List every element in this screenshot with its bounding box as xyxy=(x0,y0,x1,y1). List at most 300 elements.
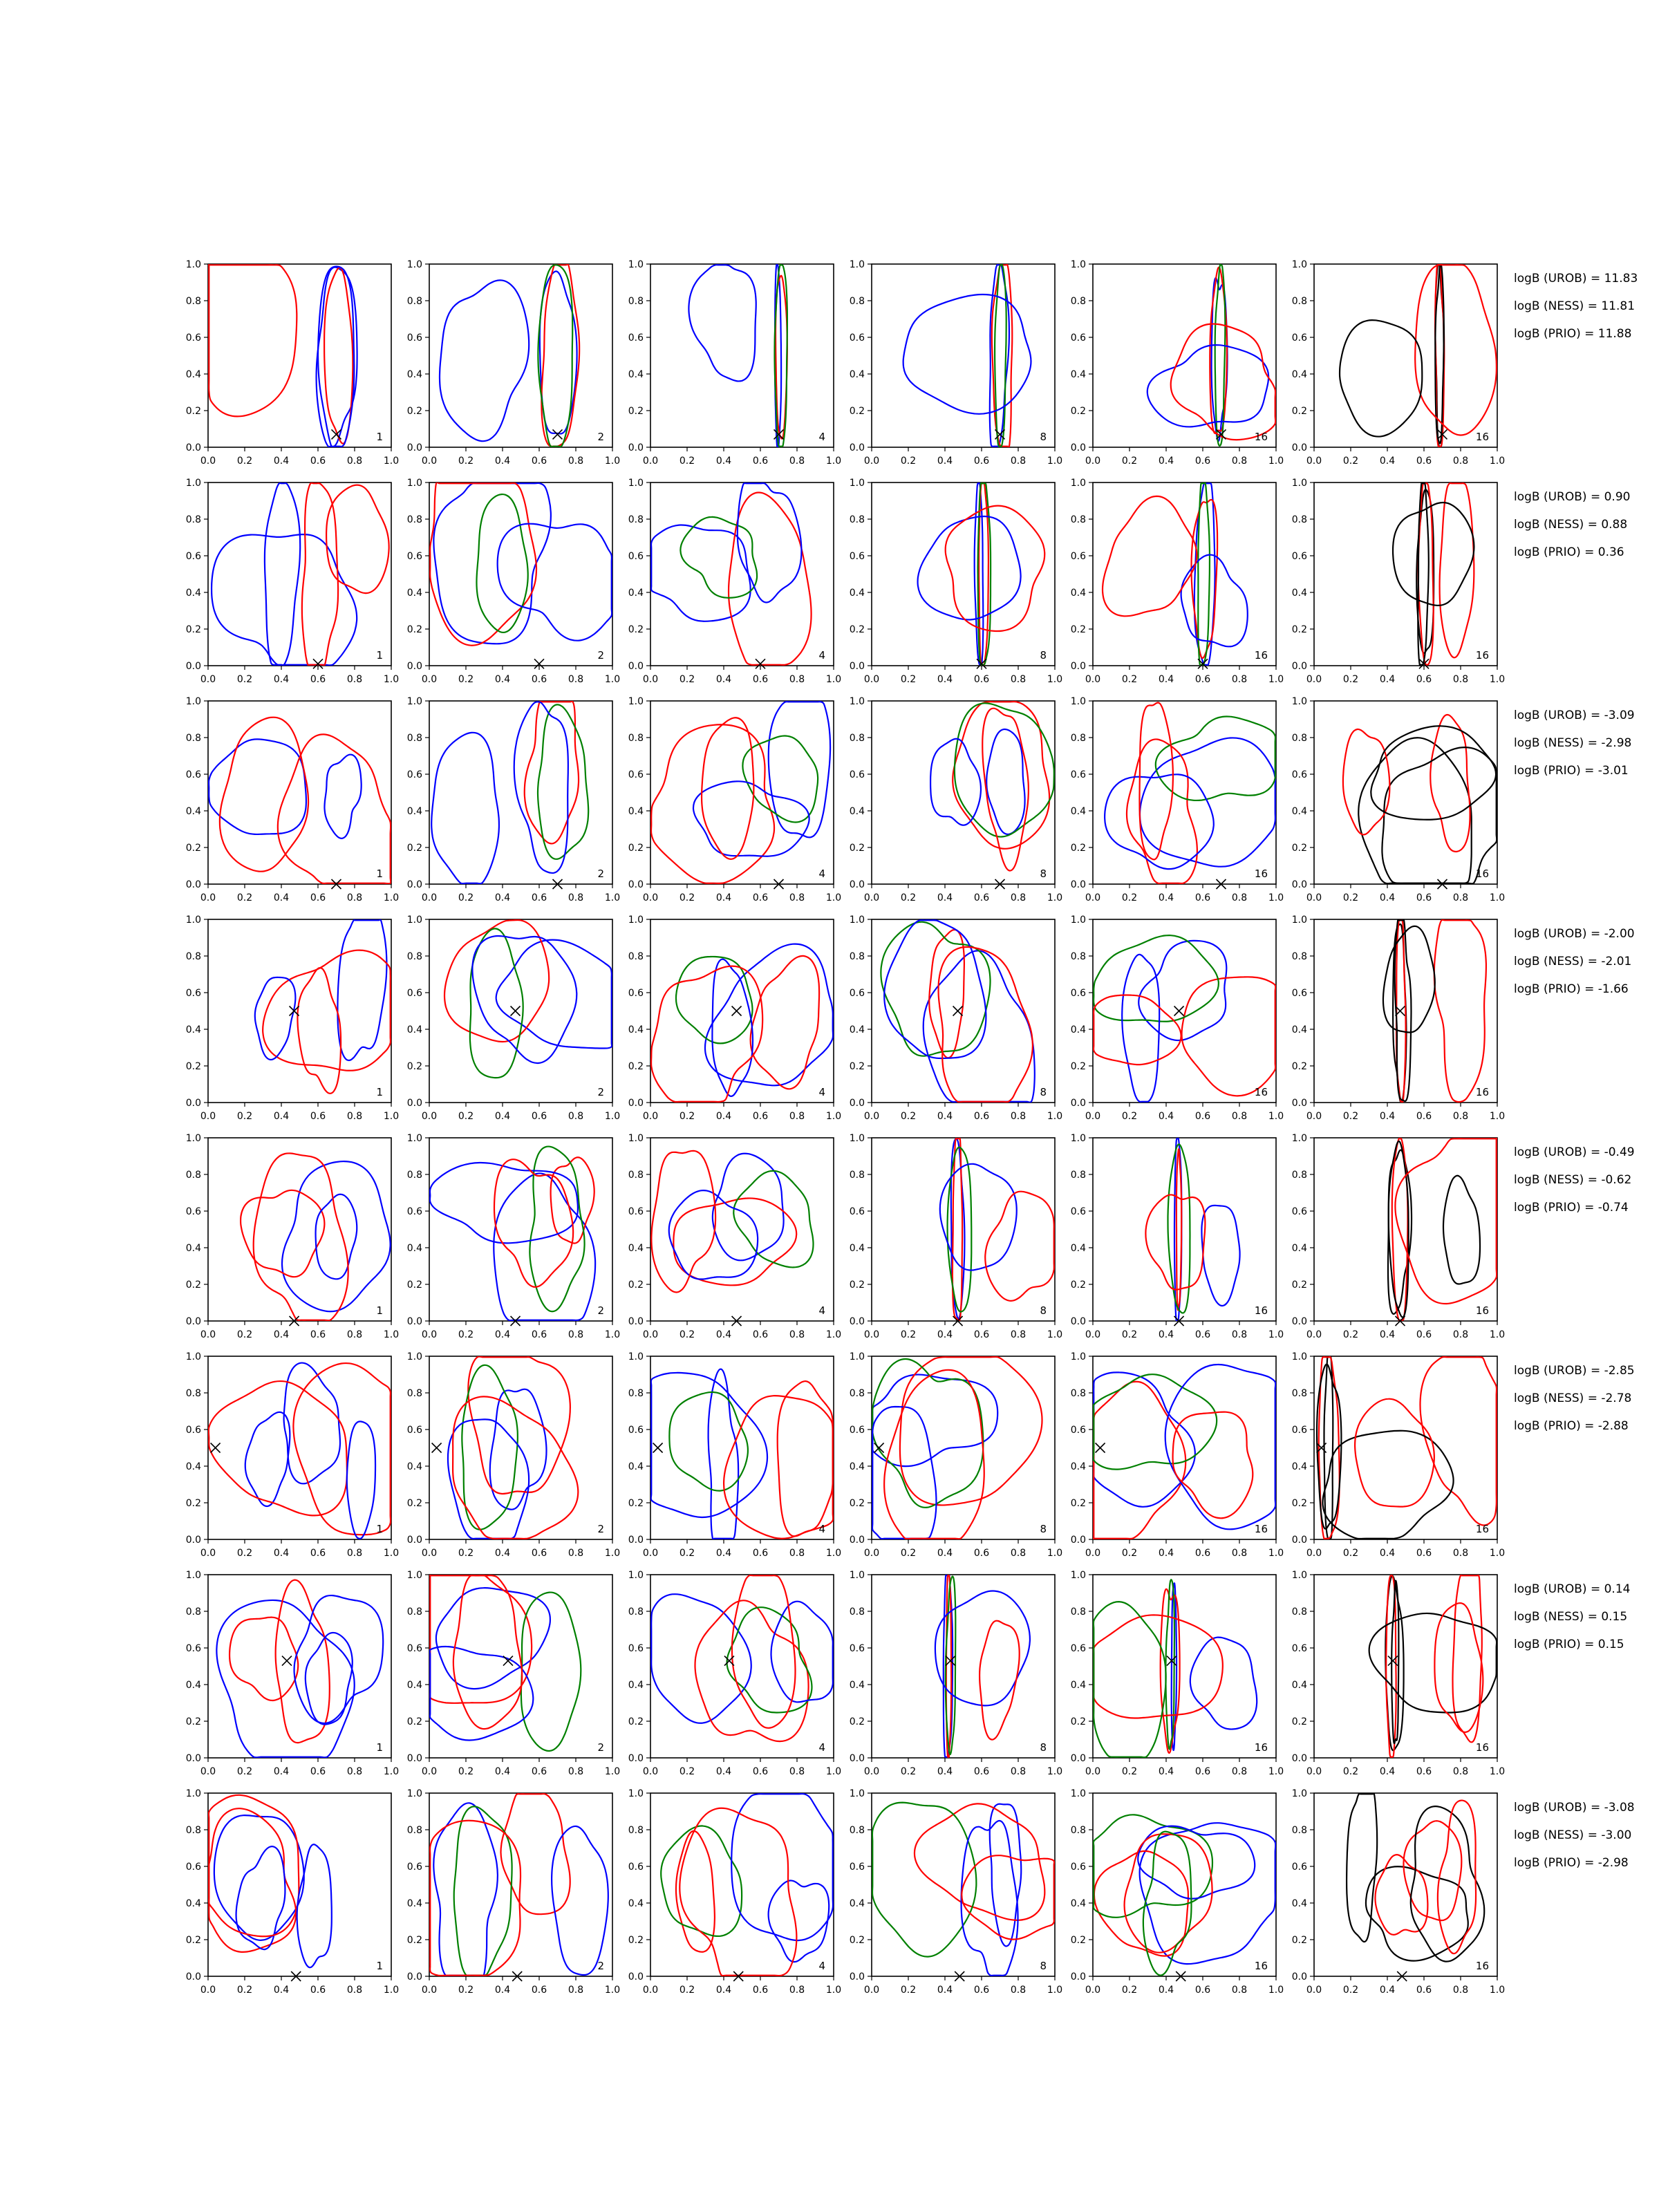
x-tick-label: 0.4 xyxy=(1158,892,1174,903)
panel-number: 8 xyxy=(1040,868,1047,880)
y-tick-label: 1.0 xyxy=(849,478,865,489)
y-tick-label: 0.6 xyxy=(1291,332,1307,344)
x-tick-label: 0.0 xyxy=(200,456,216,467)
x-tick-label: 0.0 xyxy=(642,1766,659,1777)
x-tick-label: 0.6 xyxy=(752,1111,769,1122)
x-tick-label: 0.2 xyxy=(1121,1329,1138,1340)
logb-prio: logB (PRIO) = 0.15 xyxy=(1514,1638,1624,1651)
panel-r3-c1 xyxy=(186,696,399,903)
x-tick-label: 0.2 xyxy=(900,1985,917,1996)
x-tick-label: 0.6 xyxy=(531,1111,547,1122)
y-tick-label: 0.6 xyxy=(406,1862,422,1873)
y-tick-label: 0.4 xyxy=(185,1461,201,1472)
logb-urob: logB (UROB) = -2.85 xyxy=(1514,1364,1635,1378)
y-tick-label: 1.0 xyxy=(1291,1788,1307,1799)
panel-number: 1 xyxy=(376,431,383,443)
panel-r1-c5 xyxy=(1071,259,1284,467)
y-tick-label: 0.8 xyxy=(628,1170,644,1181)
logb-urob: logB (UROB) = 0.14 xyxy=(1514,1582,1631,1596)
y-tick-label: 0.8 xyxy=(185,1170,201,1181)
x-tick-label: 0.0 xyxy=(1085,456,1101,467)
x-tick-label: 0.0 xyxy=(1306,456,1322,467)
x-tick-label: 1.0 xyxy=(825,1766,842,1777)
panel-frame xyxy=(872,482,1055,666)
panel-number: 16 xyxy=(1254,1086,1268,1098)
y-tick-label: 0.6 xyxy=(185,988,201,999)
logb-urob: logB (UROB) = -2.00 xyxy=(1514,927,1635,941)
y-tick-label: 1.0 xyxy=(406,1133,422,1144)
x-tick-label: 0.8 xyxy=(789,1985,805,1996)
y-tick-label: 0.0 xyxy=(185,1316,201,1327)
panel-frame xyxy=(429,264,612,447)
panel-number: 4 xyxy=(818,431,825,443)
x-tick-label: 0.2 xyxy=(458,1111,474,1122)
panel-r3-c2 xyxy=(407,696,620,903)
x-tick-label: 0.0 xyxy=(421,1548,438,1559)
y-tick-label: 0.4 xyxy=(1070,369,1086,380)
y-tick-label: 0.0 xyxy=(406,1098,422,1109)
x-tick-label: 0.6 xyxy=(752,456,769,467)
x-tick-label: 0.6 xyxy=(1194,1766,1211,1777)
y-tick-label: 0.8 xyxy=(406,951,422,962)
x-tick-label: 0.6 xyxy=(310,1548,326,1559)
panel-frame xyxy=(208,1356,391,1539)
y-tick-label: 1.0 xyxy=(406,1570,422,1581)
x-tick-label: 1.0 xyxy=(1047,456,1063,467)
y-tick-label: 0.6 xyxy=(1070,988,1086,999)
x-tick-label: 0.6 xyxy=(531,892,547,903)
x-tick-label: 0.4 xyxy=(1379,1766,1396,1777)
x-tick-label: 0.0 xyxy=(642,674,659,685)
panel-r3-c4 xyxy=(850,696,1062,903)
logb-ness: logB (NESS) = 0.15 xyxy=(1514,1610,1628,1624)
x-tick-label: 0.0 xyxy=(1085,1985,1101,1996)
x-tick-label: 0.6 xyxy=(1194,1111,1211,1122)
x-tick-label: 0.4 xyxy=(273,1985,290,1996)
panel-number: 8 xyxy=(1040,431,1047,443)
y-tick-label: 0.2 xyxy=(1070,1498,1086,1509)
y-tick-label: 0.6 xyxy=(628,332,644,344)
x-tick-label: 0.2 xyxy=(458,1766,474,1777)
x-tick-label: 0.0 xyxy=(642,892,659,903)
x-tick-label: 0.4 xyxy=(494,456,511,467)
panel-frame xyxy=(872,1575,1055,1758)
y-tick-label: 0.8 xyxy=(406,1388,422,1399)
x-tick-label: 0.6 xyxy=(1416,674,1432,685)
y-tick-label: 0.6 xyxy=(849,551,865,562)
y-tick-label: 0.8 xyxy=(628,951,644,962)
panel-r8-c3 xyxy=(628,1788,841,1996)
x-tick-label: 0.0 xyxy=(863,1766,880,1777)
y-tick-label: 0.8 xyxy=(1070,733,1086,744)
x-tick-label: 0.0 xyxy=(421,456,438,467)
y-tick-label: 0.2 xyxy=(1291,1280,1307,1291)
x-tick-label: 1.0 xyxy=(604,674,621,685)
x-tick-label: 0.4 xyxy=(937,1985,953,1996)
logb-annotation-row-7 xyxy=(1514,1582,1630,1651)
x-tick-label: 0.8 xyxy=(1010,1766,1027,1777)
panel-r1-c1 xyxy=(186,259,399,467)
y-tick-label: 0.6 xyxy=(849,332,865,344)
y-tick-label: 0.8 xyxy=(1291,1825,1307,1836)
x-tick-label: 0.0 xyxy=(200,1548,216,1559)
y-tick-label: 0.6 xyxy=(849,1643,865,1654)
y-tick-label: 0.4 xyxy=(406,1898,422,1909)
y-tick-label: 1.0 xyxy=(1070,1788,1086,1799)
y-tick-label: 0.0 xyxy=(1070,1098,1086,1109)
y-tick-label: 1.0 xyxy=(185,1133,201,1144)
x-tick-label: 0.6 xyxy=(1416,892,1432,903)
y-tick-label: 0.0 xyxy=(1070,1753,1086,1764)
logb-ness: logB (NESS) = -2.78 xyxy=(1514,1391,1632,1405)
y-tick-label: 0.8 xyxy=(1291,296,1307,307)
y-tick-label: 1.0 xyxy=(849,915,865,926)
x-tick-label: 0.2 xyxy=(679,1548,695,1559)
y-tick-label: 0.4 xyxy=(849,588,865,599)
panel-frame xyxy=(1314,482,1497,666)
logb-urob: logB (UROB) = -3.08 xyxy=(1514,1801,1635,1815)
x-tick-label: 0.6 xyxy=(973,1985,990,1996)
y-tick-label: 0.2 xyxy=(628,843,644,854)
x-tick-label: 0.4 xyxy=(273,1766,290,1777)
y-tick-label: 0.0 xyxy=(1070,1535,1086,1546)
x-tick-label: 0.4 xyxy=(494,892,511,903)
y-tick-label: 0.4 xyxy=(1070,1680,1086,1691)
panel-r3-c6 xyxy=(1292,696,1505,903)
y-tick-label: 0.0 xyxy=(1291,1316,1307,1327)
y-tick-label: 1.0 xyxy=(849,259,865,270)
x-tick-label: 0.0 xyxy=(863,1111,880,1122)
panel-r7-c5 xyxy=(1071,1570,1284,1777)
panel-r2-c3 xyxy=(628,478,841,685)
panel-frame xyxy=(208,701,391,884)
x-tick-label: 0.8 xyxy=(346,1985,363,1996)
y-tick-label: 0.4 xyxy=(849,806,865,817)
x-tick-label: 0.4 xyxy=(1158,1111,1174,1122)
y-tick-label: 0.6 xyxy=(185,332,201,344)
logb-urob: logB (UROB) = -3.09 xyxy=(1514,709,1635,722)
y-tick-label: 1.0 xyxy=(628,1788,644,1799)
x-tick-label: 0.4 xyxy=(715,1548,732,1559)
y-tick-label: 0.8 xyxy=(628,1606,644,1618)
x-tick-label: 0.2 xyxy=(1121,1766,1138,1777)
y-tick-label: 1.0 xyxy=(185,259,201,270)
y-tick-label: 0.2 xyxy=(406,1716,422,1727)
y-tick-label: 0.0 xyxy=(406,1971,422,1983)
x-tick-label: 0.4 xyxy=(937,892,953,903)
x-tick-label: 0.4 xyxy=(1158,1548,1174,1559)
panel-r4-c3 xyxy=(628,915,841,1122)
x-tick-label: 1.0 xyxy=(604,1111,621,1122)
x-tick-label: 0.2 xyxy=(1342,1548,1359,1559)
panel-frame xyxy=(872,264,1055,447)
panel-number: 8 xyxy=(1040,1741,1047,1754)
y-tick-label: 0.2 xyxy=(185,1935,201,1946)
x-tick-label: 0.4 xyxy=(715,892,732,903)
logb-ness: logB (NESS) = -2.01 xyxy=(1514,955,1632,968)
panel-r6-c2 xyxy=(407,1351,620,1559)
x-tick-label: 0.0 xyxy=(200,1329,216,1340)
y-tick-label: 0.6 xyxy=(849,1206,865,1217)
y-tick-label: 0.2 xyxy=(1291,1935,1307,1946)
x-tick-label: 0.2 xyxy=(1121,1111,1138,1122)
x-tick-label: 0.6 xyxy=(310,674,326,685)
x-tick-label: 0.4 xyxy=(715,1111,732,1122)
y-tick-label: 0.8 xyxy=(406,514,422,525)
y-tick-label: 0.0 xyxy=(1291,879,1307,890)
x-tick-label: 1.0 xyxy=(1268,1766,1284,1777)
y-tick-label: 0.0 xyxy=(628,1098,644,1109)
x-tick-label: 0.4 xyxy=(1158,456,1174,467)
y-tick-label: 0.8 xyxy=(185,1388,201,1399)
y-tick-label: 0.4 xyxy=(1070,588,1086,599)
x-tick-label: 0.0 xyxy=(200,1111,216,1122)
x-tick-label: 0.4 xyxy=(273,674,290,685)
y-tick-label: 0.4 xyxy=(1291,1680,1307,1691)
panel-r2-c4 xyxy=(850,478,1062,685)
panel-r1-c3 xyxy=(628,259,841,467)
x-tick-label: 0.8 xyxy=(568,674,584,685)
y-tick-label: 0.6 xyxy=(1070,769,1086,780)
y-tick-label: 0.2 xyxy=(185,1061,201,1072)
panel-frame xyxy=(1093,1793,1276,1976)
x-tick-label: 1.0 xyxy=(383,674,400,685)
panel-frame xyxy=(650,1138,834,1321)
logb-urob: logB (UROB) = -0.49 xyxy=(1514,1145,1635,1159)
y-tick-label: 0.0 xyxy=(406,1535,422,1546)
y-tick-label: 0.2 xyxy=(628,406,644,417)
panel-number: 16 xyxy=(1475,1960,1489,1972)
x-tick-label: 0.4 xyxy=(1379,1329,1396,1340)
y-tick-label: 0.4 xyxy=(1291,1461,1307,1472)
y-tick-label: 0.8 xyxy=(849,1170,865,1181)
x-tick-label: 1.0 xyxy=(1489,674,1506,685)
x-tick-label: 0.8 xyxy=(568,892,584,903)
y-tick-label: 0.8 xyxy=(406,296,422,307)
x-tick-label: 0.0 xyxy=(1306,1111,1322,1122)
y-tick-label: 1.0 xyxy=(628,1133,644,1144)
panel-number: 16 xyxy=(1254,431,1268,443)
x-tick-label: 1.0 xyxy=(383,456,400,467)
y-tick-label: 0.6 xyxy=(185,551,201,562)
y-tick-label: 0.6 xyxy=(406,1425,422,1436)
x-tick-label: 1.0 xyxy=(1047,1985,1063,1996)
x-tick-label: 0.0 xyxy=(421,892,438,903)
x-tick-label: 1.0 xyxy=(1489,1329,1506,1340)
panel-r1-c4 xyxy=(850,259,1062,467)
y-tick-label: 0.2 xyxy=(628,1716,644,1727)
x-tick-label: 0.6 xyxy=(531,1985,547,1996)
panel-frame xyxy=(1314,701,1497,884)
x-tick-label: 0.2 xyxy=(679,456,695,467)
x-tick-label: 1.0 xyxy=(825,892,842,903)
y-tick-label: 0.6 xyxy=(1291,1643,1307,1654)
x-tick-label: 0.6 xyxy=(973,1329,990,1340)
x-tick-label: 0.8 xyxy=(1010,1329,1027,1340)
y-tick-label: 0.0 xyxy=(849,1316,865,1327)
y-tick-label: 0.0 xyxy=(628,1971,644,1983)
x-tick-label: 0.2 xyxy=(458,892,474,903)
x-tick-label: 0.8 xyxy=(568,456,584,467)
x-tick-label: 0.8 xyxy=(1010,892,1027,903)
y-tick-label: 0.2 xyxy=(849,843,865,854)
y-tick-label: 0.4 xyxy=(1291,806,1307,817)
x-tick-label: 0.0 xyxy=(1085,1548,1101,1559)
x-tick-label: 0.0 xyxy=(1085,892,1101,903)
panel-number: 16 xyxy=(1254,868,1268,880)
x-tick-label: 0.8 xyxy=(1452,456,1469,467)
logb-urob: logB (UROB) = 11.83 xyxy=(1514,272,1638,285)
x-tick-label: 0.0 xyxy=(200,674,216,685)
panel-r8-c1 xyxy=(186,1788,399,1996)
x-tick-label: 0.8 xyxy=(789,1329,805,1340)
y-tick-label: 0.4 xyxy=(628,1898,644,1909)
panel-r2-c2 xyxy=(407,478,620,685)
x-tick-label: 0.0 xyxy=(421,1329,438,1340)
y-tick-label: 0.4 xyxy=(185,806,201,817)
y-tick-label: 0.6 xyxy=(849,988,865,999)
x-tick-label: 1.0 xyxy=(1047,1329,1063,1340)
x-tick-label: 0.4 xyxy=(937,1548,953,1559)
panel-r7-c2 xyxy=(407,1570,620,1777)
y-tick-label: 0.4 xyxy=(849,1243,865,1254)
y-tick-label: 1.0 xyxy=(185,915,201,926)
y-tick-label: 0.0 xyxy=(1291,1753,1307,1764)
x-tick-label: 0.6 xyxy=(310,892,326,903)
x-tick-label: 0.2 xyxy=(1342,1985,1359,1996)
x-tick-label: 0.4 xyxy=(273,1111,290,1122)
y-tick-label: 0.4 xyxy=(849,1024,865,1035)
x-tick-label: 0.8 xyxy=(1452,1548,1469,1559)
y-tick-label: 0.0 xyxy=(185,1753,201,1764)
x-tick-label: 0.2 xyxy=(679,1329,695,1340)
x-tick-label: 1.0 xyxy=(1489,1766,1506,1777)
x-tick-label: 0.8 xyxy=(1010,1985,1027,1996)
y-tick-label: 1.0 xyxy=(628,696,644,707)
y-tick-label: 1.0 xyxy=(406,1788,422,1799)
x-tick-label: 0.6 xyxy=(973,1766,990,1777)
y-tick-label: 0.8 xyxy=(185,951,201,962)
x-tick-label: 1.0 xyxy=(1047,892,1063,903)
x-tick-label: 0.6 xyxy=(310,1329,326,1340)
panel-number: 2 xyxy=(597,649,604,662)
x-tick-label: 1.0 xyxy=(1268,1548,1284,1559)
y-tick-label: 0.6 xyxy=(406,988,422,999)
y-tick-label: 0.0 xyxy=(1291,442,1307,453)
y-tick-label: 0.0 xyxy=(406,442,422,453)
y-tick-label: 0.0 xyxy=(406,661,422,672)
panel-r2-c5 xyxy=(1071,478,1284,685)
y-tick-label: 0.2 xyxy=(849,1716,865,1727)
x-tick-label: 0.6 xyxy=(531,1548,547,1559)
panel-r1-c2 xyxy=(407,259,620,467)
x-tick-label: 0.0 xyxy=(642,1111,659,1122)
y-tick-label: 0.2 xyxy=(185,1280,201,1291)
x-tick-label: 0.2 xyxy=(458,674,474,685)
panel-r7-c6 xyxy=(1292,1570,1505,1777)
x-tick-label: 0.4 xyxy=(937,1111,953,1122)
y-tick-label: 0.8 xyxy=(406,1825,422,1836)
x-tick-label: 0.6 xyxy=(1194,892,1211,903)
y-tick-label: 0.8 xyxy=(185,296,201,307)
y-tick-label: 0.8 xyxy=(1070,296,1086,307)
x-tick-label: 0.6 xyxy=(310,1766,326,1777)
panel-r6-c4 xyxy=(850,1351,1062,1559)
panel-number: 16 xyxy=(1475,1523,1489,1535)
y-tick-label: 0.6 xyxy=(406,1643,422,1654)
panel-number: 16 xyxy=(1254,1304,1268,1317)
x-tick-label: 0.4 xyxy=(494,1548,511,1559)
x-tick-label: 0.8 xyxy=(346,1111,363,1122)
y-tick-label: 0.2 xyxy=(406,1280,422,1291)
x-tick-label: 0.2 xyxy=(236,892,253,903)
panel-number: 2 xyxy=(597,1523,604,1535)
y-tick-label: 0.6 xyxy=(1070,1643,1086,1654)
logb-ness: logB (NESS) = 0.88 xyxy=(1514,518,1628,532)
panel-number: 1 xyxy=(376,868,383,880)
y-tick-label: 0.6 xyxy=(1070,1862,1086,1873)
y-tick-label: 0.8 xyxy=(1070,1825,1086,1836)
x-tick-label: 0.8 xyxy=(789,1548,805,1559)
y-tick-label: 0.0 xyxy=(1070,661,1086,672)
x-tick-label: 0.2 xyxy=(900,674,917,685)
x-tick-label: 0.4 xyxy=(715,456,732,467)
y-tick-label: 0.2 xyxy=(406,1498,422,1509)
y-tick-label: 0.4 xyxy=(628,1680,644,1691)
x-tick-label: 0.6 xyxy=(752,1985,769,1996)
logb-annotation-row-3 xyxy=(1514,709,1635,778)
logb-prio: logB (PRIO) = -2.88 xyxy=(1514,1419,1629,1433)
x-tick-label: 1.0 xyxy=(1268,892,1284,903)
panel-number: 2 xyxy=(597,431,604,443)
panel-frame xyxy=(650,1793,834,1976)
panel-r5-c6 xyxy=(1292,1133,1505,1340)
y-tick-label: 0.4 xyxy=(1070,1243,1086,1254)
x-tick-label: 0.0 xyxy=(863,456,880,467)
panel-number: 2 xyxy=(597,1741,604,1754)
y-tick-label: 0.8 xyxy=(185,1606,201,1618)
y-tick-label: 0.2 xyxy=(1291,624,1307,635)
y-tick-label: 1.0 xyxy=(1291,259,1307,270)
y-tick-label: 0.2 xyxy=(406,843,422,854)
y-tick-label: 0.6 xyxy=(1070,1425,1086,1436)
y-tick-label: 0.4 xyxy=(406,1024,422,1035)
x-tick-label: 0.4 xyxy=(715,674,732,685)
y-tick-label: 0.0 xyxy=(849,661,865,672)
panel-frame xyxy=(429,919,612,1103)
y-tick-label: 0.0 xyxy=(1291,1971,1307,1983)
y-tick-label: 0.8 xyxy=(849,1388,865,1399)
panel-number: 1 xyxy=(376,1304,383,1317)
x-tick-label: 1.0 xyxy=(825,1329,842,1340)
y-tick-label: 0.2 xyxy=(185,406,201,417)
y-tick-label: 1.0 xyxy=(1070,915,1086,926)
x-tick-label: 0.2 xyxy=(679,892,695,903)
y-tick-label: 1.0 xyxy=(1291,478,1307,489)
x-tick-label: 0.2 xyxy=(236,1985,253,1996)
y-tick-label: 0.6 xyxy=(849,769,865,780)
x-tick-label: 0.8 xyxy=(1010,1111,1027,1122)
panel-frame xyxy=(208,1138,391,1321)
panel-number: 8 xyxy=(1040,1960,1047,1972)
y-tick-label: 1.0 xyxy=(628,1351,644,1362)
x-tick-label: 0.0 xyxy=(1085,1766,1101,1777)
y-tick-label: 0.6 xyxy=(628,1425,644,1436)
y-tick-label: 0.0 xyxy=(1070,442,1086,453)
x-tick-label: 0.8 xyxy=(789,674,805,685)
y-tick-label: 0.8 xyxy=(1070,1606,1086,1618)
panel-number: 8 xyxy=(1040,1304,1047,1317)
